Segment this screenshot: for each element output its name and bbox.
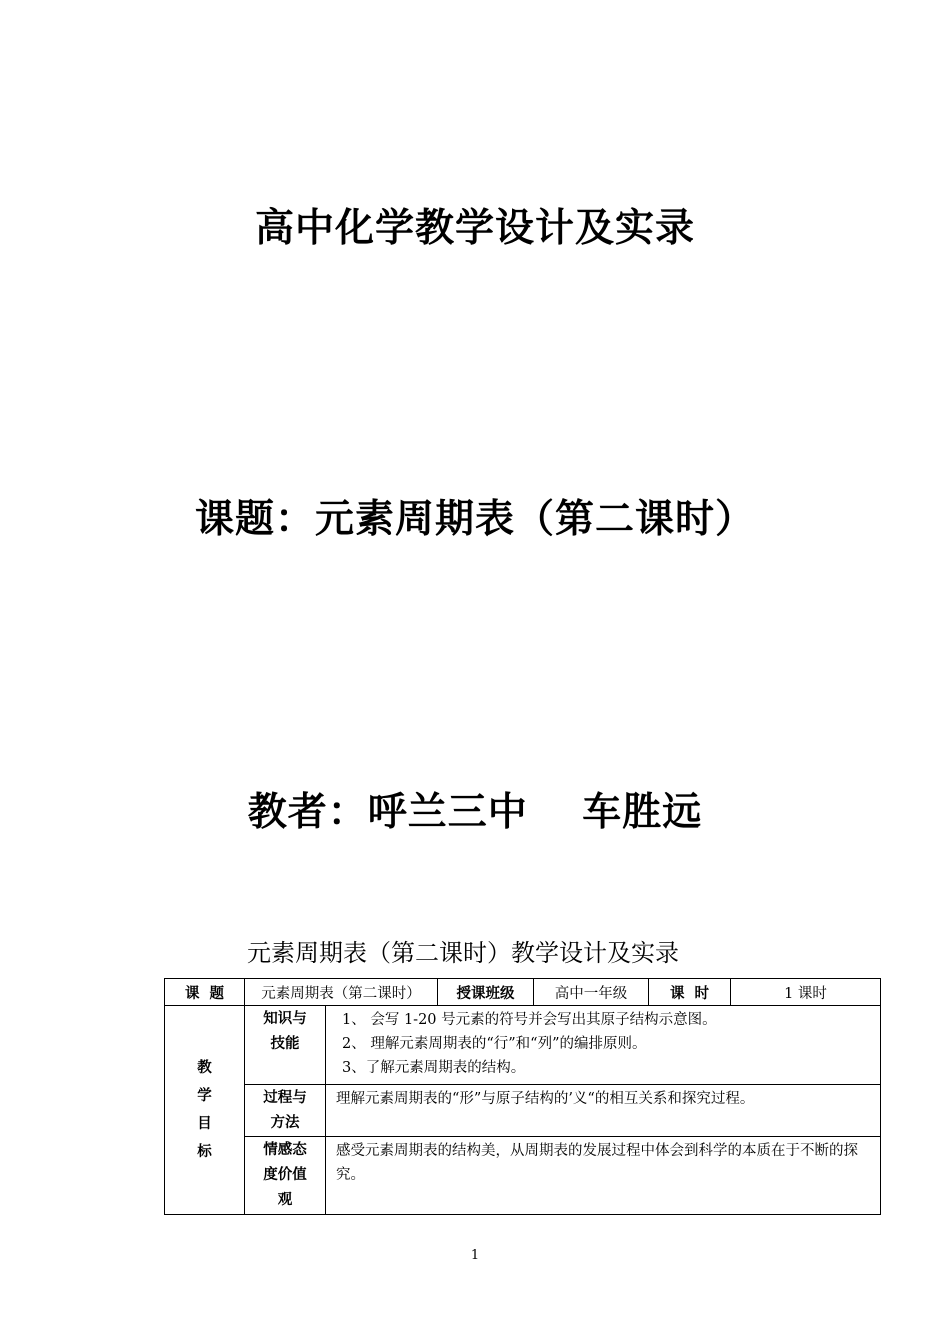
category-attitude: 情感态 度价值 观: [245, 1137, 326, 1215]
content-attitude: 感受元素周期表的结构美，从周期表的发展过程中体会到科学的本质在于不断的探究。: [326, 1137, 881, 1215]
topic-value: 元素周期表（第二课时）: [245, 979, 438, 1006]
topic-title: 课题：元素周期表（第二课时）: [194, 497, 755, 542]
goal-row-process: [165, 1085, 881, 1137]
document-title: 元素周期表（第二课时）教学设计及实录: [247, 939, 679, 967]
hours-label: 课 时: [649, 979, 731, 1006]
header-row: [165, 979, 881, 1006]
content-process: 理解元素周期表的“形”与原子结构的’义“的相互关系和探究过程。: [326, 1085, 881, 1137]
content-knowledge: 1、 会写 1-20 号元素的符号并会写出其原子结构示意图。 2、 理解元素周期表的“行”和“列”的编排原则。 3、了解元素周期表的结构。: [326, 1006, 881, 1085]
hours-value: 1 课时: [731, 979, 881, 1006]
category-process: 过程与 方法: [245, 1085, 326, 1137]
main-title: 高中化学教学设计及实录: [254, 206, 695, 251]
class-label: 授课班级: [438, 979, 534, 1006]
class-value: 高中一年级: [534, 979, 649, 1006]
category-knowledge: 知识与 技能: [245, 1006, 326, 1085]
lesson-plan-table: [164, 978, 881, 1215]
teacher-line: 教者：呼兰三中 车胜远: [247, 790, 703, 835]
goal-row-attitude: [165, 1137, 881, 1215]
topic-label: 课 题: [165, 979, 245, 1006]
goals-label: 教 学 目 标: [165, 1006, 245, 1215]
goal-row-knowledge: [165, 1006, 881, 1085]
page-number: 1: [470, 1248, 480, 1263]
